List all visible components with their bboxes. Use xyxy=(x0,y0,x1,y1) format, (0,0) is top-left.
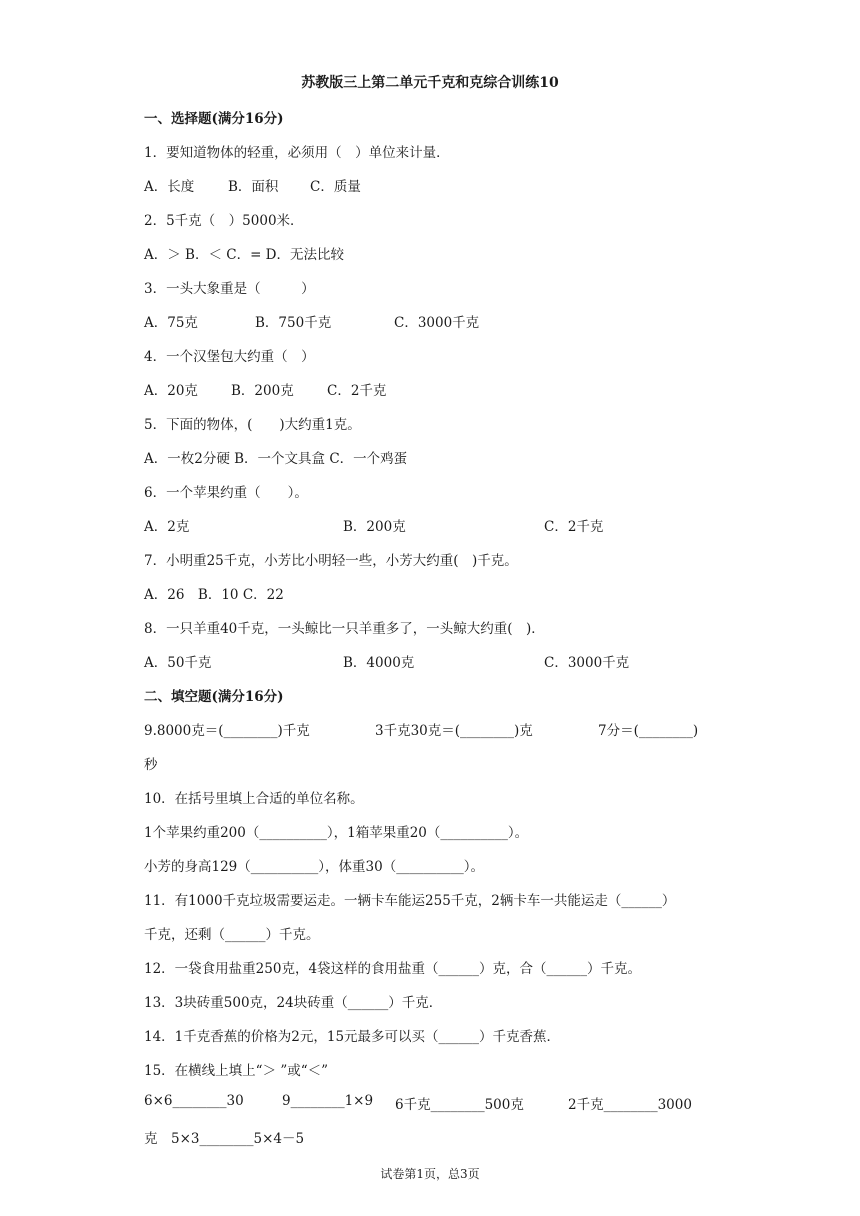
question-11-line-1: 11．有1000千克垃圾需要运走。一辆卡车能运255千克，2辆卡车一共能运走（______） xyxy=(144,893,676,909)
q15-item-4: 2千克________3000 xyxy=(568,1097,692,1113)
q8-option-c: C．3000千克 xyxy=(544,655,630,671)
q3-option-a: A．75克 xyxy=(144,315,198,331)
question-9-continuation: 秒 xyxy=(144,757,158,773)
question-4: 4．一个汉堡包大约重（ ） xyxy=(144,349,315,365)
section-heading-fill: 二、填空题(满分16分) xyxy=(144,689,284,705)
question-9-part-a: 9.8000克＝(________)千克 xyxy=(144,723,310,739)
question-13: 13．3块砖重500克，24块砖重（______）千克． xyxy=(144,995,443,1011)
q7-options: A．26 B．10 C．22 xyxy=(144,587,284,603)
q1-option-c: C．质量 xyxy=(310,179,361,195)
q6-option-a: A．2克 xyxy=(144,519,190,535)
q2-options: A．＞ B．＜ C．= D．无法比较 xyxy=(144,247,345,263)
q1-option-a: A．长度 xyxy=(144,179,195,195)
question-10-line-1: 1个苹果约重200（__________），1箱苹果重20（__________）。 xyxy=(144,825,529,841)
question-1: 1．要知道物体的轻重，必须用（ ）单位来计量． xyxy=(144,145,450,161)
question-3: 3．一头大象重是（ ） xyxy=(144,281,315,297)
q3-option-c: C．3000千克 xyxy=(394,315,480,331)
section-heading-choice: 一、选择题(满分16分) xyxy=(144,111,284,127)
q8-option-b: B．4000克 xyxy=(343,655,415,671)
question-12: 12．一袋食用盐重250克，4袋这样的食用盐重（______）克，合（______）千克。 xyxy=(144,961,642,977)
question-10: 10．在括号里填上合适的单位名称。 xyxy=(144,791,364,807)
q6-option-c: C．2千克 xyxy=(544,519,604,535)
question-5: 5．下面的物体，( )大约重1克。 xyxy=(144,417,361,433)
question-10-line-2: 小芳的身高129（__________），体重30（__________）。 xyxy=(144,859,484,875)
q15-item-1: 6×6________30 xyxy=(144,1093,244,1109)
question-9-part-b: 3千克30克＝(________)克 xyxy=(375,723,533,739)
question-11-line-2: 千克，还剩（______）千克。 xyxy=(144,927,320,943)
q4-option-b: B．200克 xyxy=(231,383,294,399)
q1-option-b: B．面积 xyxy=(228,179,279,195)
question-14: 14．1千克香蕉的价格为2元，15元最多可以买（______）千克香蕉． xyxy=(144,1029,561,1045)
q15-continuation: 克 5×3________5×4－5 xyxy=(144,1131,305,1147)
question-6: 6．一个苹果约重（ ）。 xyxy=(144,485,308,501)
question-7: 7．小明重25千克，小芳比小明轻一些，小芳大约重( )千克。 xyxy=(144,553,518,569)
q4-option-a: A．20克 xyxy=(144,383,198,399)
question-15: 15．在横线上填上“＞ ”或“＜” xyxy=(144,1063,329,1079)
q8-option-a: A．50千克 xyxy=(144,655,212,671)
q6-option-b: B．200克 xyxy=(343,519,406,535)
q15-item-2: 9________1×9 xyxy=(282,1093,374,1109)
q4-option-c: C．2千克 xyxy=(327,383,387,399)
page-title: 苏教版三上第二单元千克和克综合训练10 xyxy=(301,75,559,91)
q5-options: A．一枚2分硬 B．一个文具盒 C．一个鸡蛋 xyxy=(144,451,408,467)
question-9-part-c: 7分＝(________) xyxy=(598,723,699,739)
page-footer: 试卷第1页，总3页 xyxy=(380,1167,480,1181)
q3-option-b: B．750千克 xyxy=(255,315,332,331)
q15-item-3: 6千克________500克 xyxy=(395,1097,524,1113)
question-2: 2．5千克（ ）5000米． xyxy=(144,213,304,229)
question-8: 8．一只羊重40千克，一头鲸比一只羊重多了，一头鲸大约重( )． xyxy=(144,621,545,637)
